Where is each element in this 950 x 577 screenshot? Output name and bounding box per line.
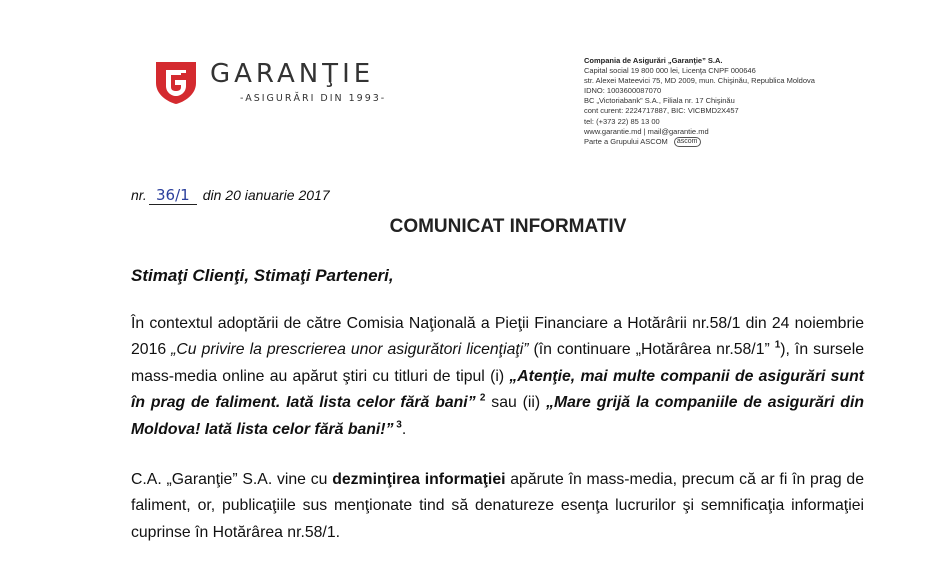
company-logo (154, 57, 454, 117)
company-group (584, 137, 944, 147)
p1-text-1: În contextul adoptării de către Comisia Naţională a Pieţii Financiare a Hotărârii nr.58/1 din 24 noiembrie 2016 (131, 315, 864, 359)
company-details (584, 56, 944, 147)
company-bank: BC „Victoriabank” S.A., Filiala nr. 17 Chişinău (584, 96, 735, 106)
p1-text-4: sau (ii) (485, 394, 547, 412)
p2-text-2: apărute în mass-media, precum că ar fi în prag de faliment, or, publicaţiile sus menţionate tind să denatureze esenţa lucrurilor şi semnificaţia informaţiei cuprinse în Hotărârea nr.58/1. (131, 471, 864, 541)
company-phone: tel: (+373 22) 85 13 00 (584, 116, 660, 126)
brand-name: GARANŢIE (210, 59, 375, 89)
company-capital: Capital social 19 800 000 lei, Licenţa CNPF 000646 (584, 66, 756, 76)
footnote-ref-1: 1 (774, 340, 781, 352)
p2-text-1: C.A. „Garanţie” S.A. vine cu (131, 471, 333, 488)
footnote-ref-3: 3 (393, 419, 402, 431)
paragraph-context (131, 311, 864, 443)
p1-text-5: . (401, 420, 407, 438)
company-idno: IDNO: 1003600087070 (584, 86, 662, 96)
company-account: cont curent: 2224717887, BIC: VICBMD2X457 (584, 106, 739, 116)
shield-g-icon (154, 59, 198, 105)
p1-text-3: ), în sursele mass-media online au apărut ştiri cu titluri de tipul (i) (131, 341, 865, 385)
document-reference (131, 186, 330, 205)
p1-headline-2: „Mare grijă la companiile de asigurări din Moldova! Iată lista celor fără bani!” (131, 394, 864, 438)
paragraph-denial (131, 467, 864, 546)
reference-prefix: nr. (131, 187, 147, 203)
ascom-logo-icon: ascom (674, 137, 701, 147)
company-address: str. Alexei Mateevici 75, MD 2009, mun. Chişinău, Republica Moldova (584, 76, 815, 86)
greeting: Stimaţi Clienţi, Stimaţi Parteneri, (131, 266, 394, 285)
p2-denial-emphasis: dezminţirea informaţiei (332, 471, 506, 488)
company-name: Compania de Asigurări „Garanţie” S.A. (584, 56, 723, 65)
company-web-mail: www.garantie.md | mail@garantie.md (584, 126, 709, 136)
reference-date: din 20 ianuarie 2017 (202, 187, 330, 203)
company-group-text: Parte a Grupului ASCOM (584, 136, 668, 146)
footnote-ref-2: 2 (475, 392, 486, 404)
document-title: COMUNICAT INFORMATIV (389, 216, 627, 237)
p1-decision-title: „Cu privire la prescrierea unor asigurători licenţiaţi” (171, 341, 529, 359)
reference-number: 36/1 (149, 186, 197, 205)
p1-text-2: (în continuare „Hotărârea nr.58/1” (528, 341, 775, 359)
brand-tagline: -ASIGURĂRI DIN 1993- (240, 93, 387, 104)
p1-headline-1: „Atenţie, mai multe companii de asigurări sunt în prag de faliment. Iată lista celor fără bani” (131, 367, 864, 412)
